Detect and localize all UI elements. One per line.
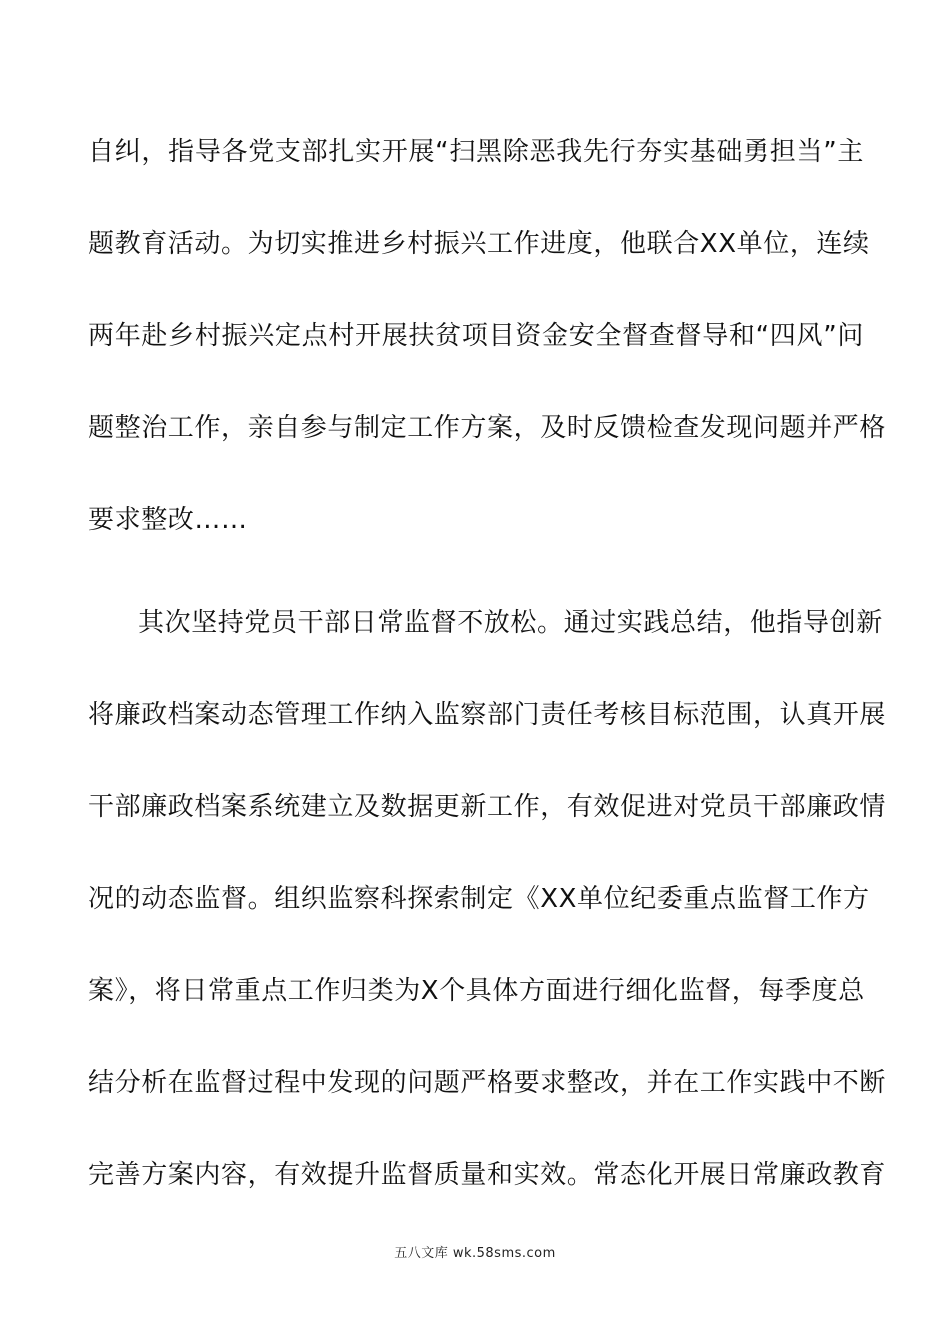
text-line-6: 其次坚持党员干部日常监督不放松。通过实践总结，他指导创新 <box>138 608 883 638</box>
text-line-3: 两年赴乡村振兴定点村开展扶贫项目资金安全督查督导和“四风”问 <box>88 321 864 351</box>
text-line-4: 题整治工作，亲自参与制定工作方案，及时反馈检查发现问题并严格 <box>88 413 887 443</box>
text-line-11: 结分析在监督过程中发现的问题严格要求整改，并在工作实践中不断 <box>88 1068 887 1098</box>
footer-watermark: 五八文库 wk.58sms.com <box>394 1246 556 1261</box>
text-line-5: 要求整改…… <box>88 505 248 535</box>
text-line-8: 干部廉政档案系统建立及数据更新工作，有效促进对党员干部廉政情 <box>88 792 887 822</box>
text-line-10: 案》，将日常重点工作归类为X个具体方面进行细化监督，每季度总 <box>88 976 865 1006</box>
text-line-1: 自纠，指导各党支部扎实开展“扫黑除恶我先行夯实基础勇担当”主 <box>88 137 864 167</box>
text-line-12: 完善方案内容，有效提升监督质量和实效。常态化开展日常廉政教育 <box>88 1160 887 1190</box>
text-line-7: 将廉政档案动态管理工作纳入监察部门责任考核目标范围，认真开展 <box>88 700 887 730</box>
text-line-2: 题教育活动。为切实推进乡村振兴工作进度，他联合XX单位，连续 <box>88 229 870 259</box>
text-line-9: 况的动态监督。组织监察科探索制定《XX单位纪委重点监督工作方 <box>88 884 870 914</box>
